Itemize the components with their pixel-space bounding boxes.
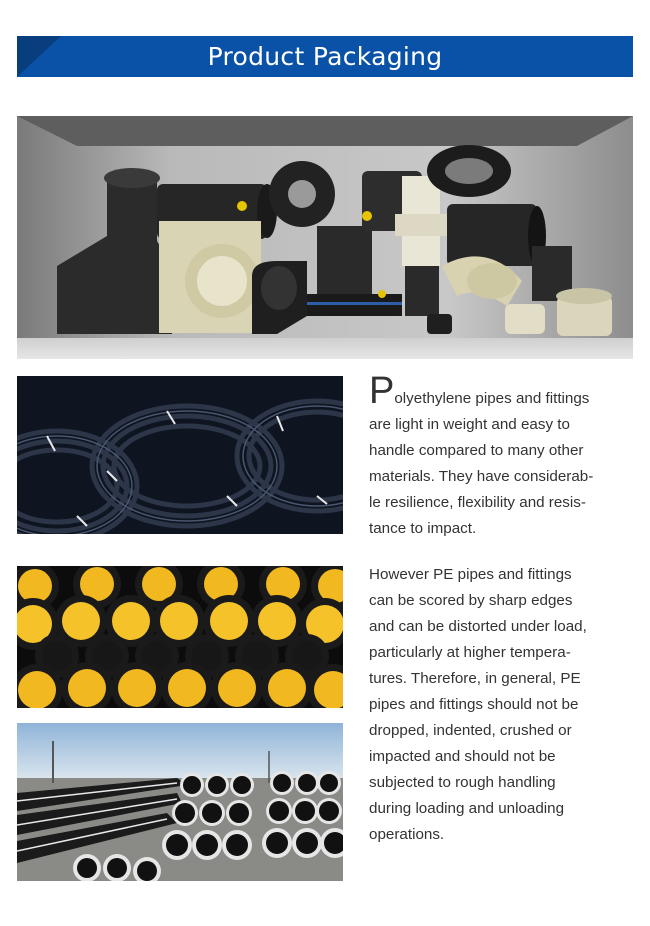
text-line: subjected to rough handling [369, 774, 556, 791]
drop-cap: P [369, 370, 395, 412]
text-line: during loading and unloading [369, 800, 565, 817]
text-line: pipes and fittings should not be [369, 696, 579, 713]
body-text [369, 370, 627, 848]
pipe-coils-photo [17, 376, 343, 534]
text-line: tance to impact. [369, 520, 477, 537]
paragraph-1 [369, 370, 627, 542]
text-line: materials. They have considerab- [369, 468, 594, 485]
text-line: and can be distorted under load, [369, 618, 587, 635]
text-line: particularly at higher tempera- [369, 644, 571, 661]
fittings-shelf-photo [17, 116, 633, 359]
page-title: Product Packaging [207, 42, 443, 71]
text-line: dropped, indented, crushed or [369, 722, 572, 739]
text-line: operations. [369, 826, 445, 843]
text-line: can be scored by sharp edges [369, 592, 573, 609]
text-line: However PE pipes and fittings [369, 566, 572, 583]
text-line: handle compared to many other [369, 442, 584, 459]
pipe-yard-photo [17, 723, 343, 881]
corrugated-pipes-photo [17, 566, 343, 708]
text-line: are light in weight and easy to [369, 416, 570, 433]
header-banner [17, 36, 633, 77]
text-line: impacted and should not be [369, 748, 556, 765]
paragraph-2 [369, 562, 627, 848]
text-line: tures. Therefore, in general, PE [369, 670, 581, 687]
text-line: le resilience, flexibility and resis- [369, 494, 586, 511]
text-line: olyethylene pipes and fittings [394, 390, 590, 407]
